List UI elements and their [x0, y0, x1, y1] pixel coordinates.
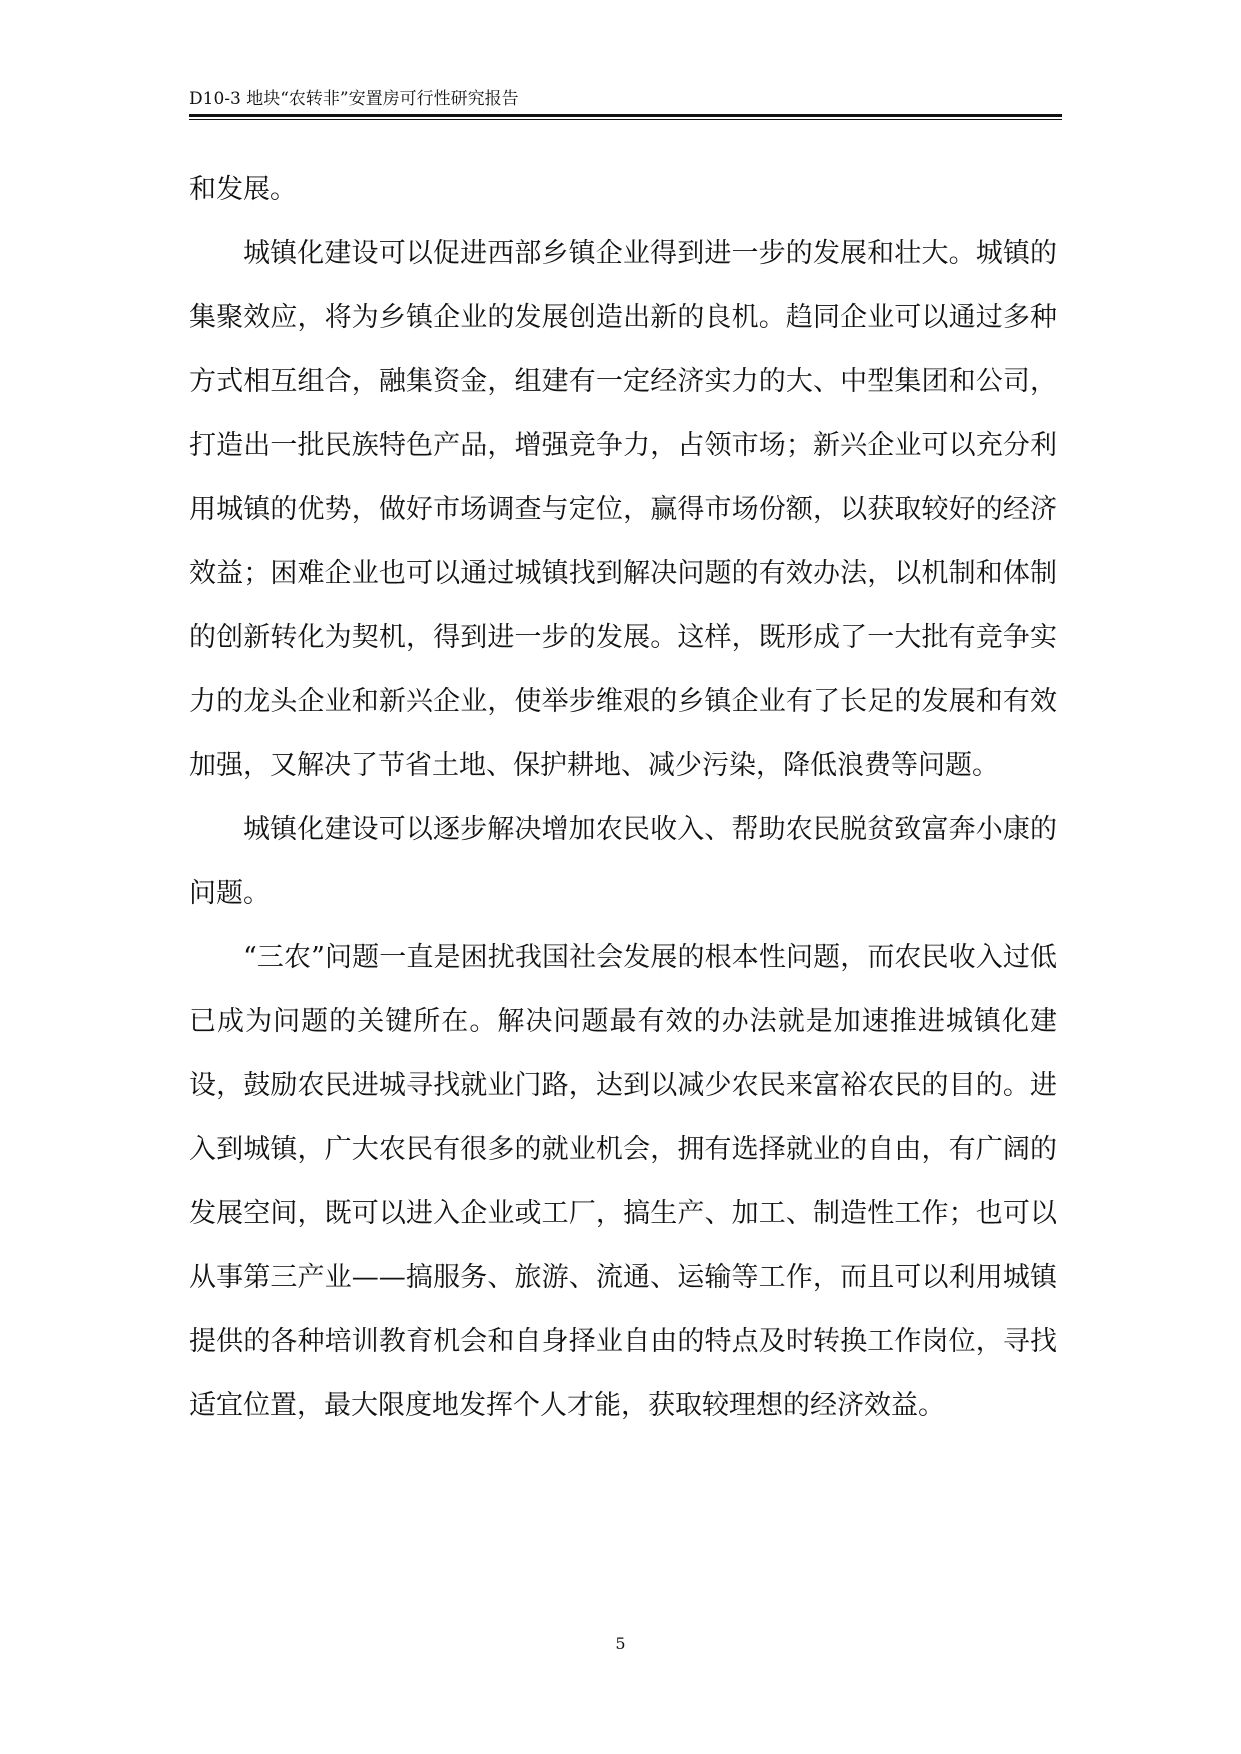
paragraph: 和发展。	[189, 174, 297, 205]
paragraph: “三农”问题一直是困扰我国社会发展的根本性问题，而农民收入过低已成为问题的关键所在。解决问题最有效的办法就是加速推进城镇化建设，鼓励农民进城寻找就业门路，达到以减少农民来富裕农民的目的。进入到城镇，广大农民有很多的就业机会，拥有选择就业的自由，有广阔的发展空间，既可以进入企业或工厂，搞生产、加工、制造性工作；也可以从事第三产业——搞服务、旅游、流通、运输等工作，而且可以利用城镇提供的各种培训教育机会和自身择业自由的特点及时转换工作岗位，寻找适宜位置，最大限度地发挥个人才能，获取较理想的经济效益。	[189, 942, 1057, 1421]
body-text	[189, 158, 1057, 1438]
header-rule-thin	[189, 119, 1062, 120]
page-number: 5	[615, 1634, 626, 1653]
paragraph: 城镇化建设可以促进西部乡镇企业得到进一步的发展和壮大。城镇的集聚效应，将为乡镇企业的发展创造出新的良机。趋同企业可以通过多种方式相互组合，融集资金，组建有一定经济实力的大、中型集团和公司，打造出一批民族特色产品，增强竞争力，占领市场；新兴企业可以充分利用城镇的优势，做好市场调查与定位，赢得市场份额，以获取较好的经济效益；困难企业也可以通过城镇找到解决问题的有效办法，以机制和体制的创新转化为契机，得到进一步的发展。这样，既形成了一大批有竞争实力的龙头企业和新兴企业，使举步维艰的乡镇企业有了长足的发展和有效加强，又解决了节省土地、保护耕地、减少污染，降低浪费等问题。	[189, 238, 1057, 781]
running-header: D10-3 地块“农转非”安置房可行性研究报告	[189, 89, 519, 109]
header-rule	[189, 114, 1062, 117]
paragraph: 城镇化建设可以逐步解决增加农民收入、帮助农民脱贫致富奔小康的问题。	[189, 814, 1057, 909]
